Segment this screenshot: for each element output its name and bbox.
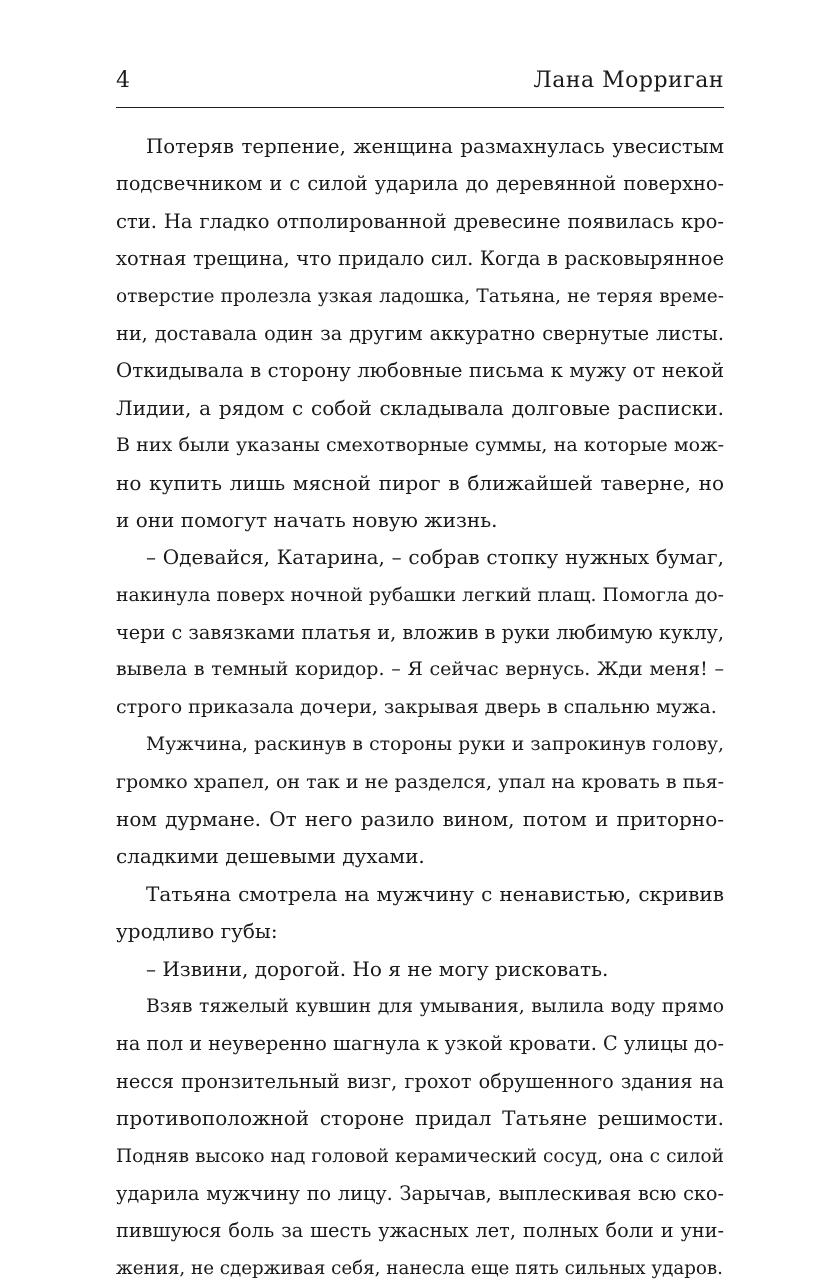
text-line: жения, не сдерживая себя, нанесла еще пять сильных ударов.	[116, 1257, 723, 1279]
text-line: громко храпел, он так и не разделся, упал на кровать в пья-	[116, 770, 724, 793]
text-line: отверстие пролезла узкая ладошка, Татьяна, не теряя време-	[116, 285, 724, 307]
text-line: – Одевайся, Катарина, – собрав стопку нужных бумаг,	[146, 545, 724, 570]
text-line: подсвечником и с силой ударила до деревянной поверхно-	[116, 172, 724, 196]
text-line: – Извини, дорогой. Но я не могу рисковать.	[146, 956, 609, 981]
text-line: Потеряв терпение, женщина размахнулась увесистым	[146, 135, 724, 158]
text-line: но купить лишь мясной пирог в ближайшей таверне, но	[116, 470, 724, 495]
text-line: Подняв высоко над головой керамический сосуд, она с силой	[116, 1145, 724, 1167]
author-name: Лана Морриган	[533, 68, 724, 93]
text-line: и они помогут начать новую жизнь.	[116, 507, 498, 532]
text-line: В них были указаны смехотворные суммы, на которые мож-	[116, 434, 724, 457]
text-line: сти. На гладко отполированной древесине появилась кро-	[116, 209, 724, 233]
text-line: чери с завязками платья и, вложив в руки любимую куклу,	[116, 621, 724, 645]
text-line: вывела в темный коридор. – Я сейчас вернусь. Жди меня! –	[116, 658, 724, 681]
text-line: накинула поверх ночной рубашки легкий плащ. Помогла до-	[116, 584, 724, 606]
text-line: ном дурмане. От него разило вином, потом и приторно-	[116, 807, 724, 832]
text-line: на пол и неуверенно шагнула к узкой кровати. С улицы до-	[116, 1032, 724, 1056]
text-line: противоположной стороне придал Татьяне решимости.	[116, 1106, 724, 1131]
running-header	[116, 66, 724, 102]
text-line: Татьяна смотрела на мужчину с ненавистью, скривив	[146, 881, 724, 906]
text-line: ни, доставала один за другим аккуратно свернутые листы.	[116, 321, 724, 345]
page-number: 4	[116, 68, 130, 93]
text-line: пившуюся боль за шесть ужасных лет, полных боли и уни-	[116, 1219, 724, 1243]
body-text	[116, 128, 724, 1287]
text-line: Откидывала в сторону любовные письма к мужу от некой	[116, 359, 724, 383]
text-line: Лидии, а рядом с собой складывала долговые расписки.	[116, 395, 724, 420]
header-rule	[116, 107, 724, 108]
text-line: Взяв тяжелый кувшин для умывания, вылила воду прямо	[146, 995, 724, 1017]
text-line: уродливо губы:	[116, 919, 278, 944]
text-line: строго приказала дочери, закрывая дверь в спальню мужа.	[116, 695, 717, 718]
text-line: ударила мужчину по лицу. Зарычав, выплескивая всю ско-	[116, 1181, 724, 1205]
text-line: Мужчина, раскинув в стороны руки и запрокинув голову,	[146, 734, 724, 756]
text-line: сладкими дешевыми духами.	[116, 844, 425, 869]
text-line: несся пронзительный визг, грохот обрушенного здания на	[116, 1069, 724, 1093]
text-line: хотная трещина, что придало сил. Когда в расковырянное	[116, 247, 724, 271]
